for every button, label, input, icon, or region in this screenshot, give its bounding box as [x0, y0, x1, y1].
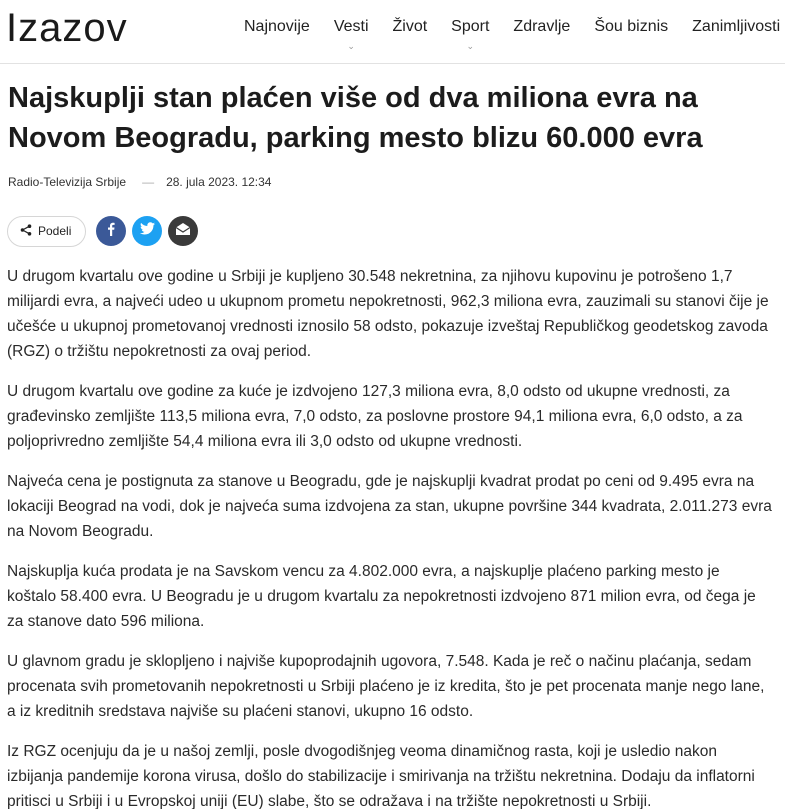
site-header: [0, 0, 785, 64]
nav-item-zivot[interactable]: [381, 18, 440, 36]
article-date: 28. jula 2023. 12:34: [166, 175, 272, 189]
nav-item-sport[interactable]: [439, 18, 501, 51]
email-share-button[interactable]: [168, 216, 198, 246]
main-nav: [232, 18, 785, 51]
nav-item-zanimljivosti[interactable]: [680, 18, 785, 36]
article-paragraph: U glavnom gradu je sklopljeno i najviše kupoprodajnih ugovora, 7.548. Kada je reč o načinu plaćanja, sedam procenata svih prometovanih nepokretnosti u Srbiji plaćeno je iz kredita, što je pet procenata manje nego lane, a iz kreditnih sredstava najviše su plaćeni stanovi, ukupno 16 odsto.: [7, 653, 765, 720]
twitter-share-button[interactable]: [132, 216, 162, 246]
nav-item-najnovije[interactable]: [232, 18, 322, 36]
article-title: Najskuplji stan plaćen više od dva miliona evra na Novom Beogradu, parking mesto blizu 60.000 evra: [8, 82, 703, 154]
article-paragraph: Najskuplja kuća prodata je na Savskom vencu za 4.802.000 evra, a najskuplje plaćeno parking mesto je koštalo 58.400 evra. U Beogradu je u drugom kvartalu za nepokretnosti izdvojeno 871 milion evra, od čega je za stanove dato 596 miliona.: [7, 563, 756, 630]
nav-item-label: Zanimljivosti: [692, 18, 781, 35]
chevron-down-icon: ⌄: [347, 41, 355, 51]
nav-item-label: Život: [392, 18, 428, 35]
article-source[interactable]: Radio-Televizija Srbije: [8, 175, 127, 189]
article-paragraph: Iz RGZ ocenjuju da je u našoj zemlji, posle dvogodišnjeg veoma dinamičnog rasta, koji je usledio nakon izbijanja pandemije korona virusa, došlo do stabilizacije i smirivanja na tržištu nekretnina. Dodaju da inflatorni pritisci u Srbiji i u Evropskoj uniji (EU) slabe, što se odražava i na tržište nepokretnosti u Srbiji.: [7, 743, 755, 809]
nav-item-label: Sport: [451, 18, 490, 35]
article-body: [7, 264, 772, 809]
meta-separator: —: [142, 175, 155, 189]
facebook-share-button[interactable]: [96, 216, 126, 246]
envelope-icon: [175, 222, 191, 241]
nav-item-label: Vesti: [333, 18, 369, 35]
chevron-down-icon: ⌄: [466, 41, 475, 51]
twitter-icon: [140, 222, 155, 240]
nav-item-vesti[interactable]: [322, 18, 381, 51]
nav-item-label: Šou biznis: [594, 18, 669, 35]
article-meta: [8, 175, 271, 189]
share-button[interactable]: [7, 216, 86, 247]
article-paragraph: U drugom kvartalu ove godine za kuće je izdvojeno 127,3 miliona evra, 8,0 odsto od ukupne vrednosti, za građevinsko zemljište 113,5 miliona evra, 7,0 odsto, za poslovne prostore 94,1 miliona evra, 6,0 odsto, a za poljoprivredno zemljište 54,4 miliona evra ili 3,0 odsto od ukupne vrednosti.: [7, 383, 743, 450]
site-logo[interactable]: Izazov: [6, 6, 128, 50]
share-icon: [20, 224, 32, 239]
facebook-icon: [104, 222, 118, 241]
nav-item-label: Najnovije: [244, 18, 310, 35]
article-paragraph: Najveća cena je postignuta za stanove u Beogradu, gde je najskuplji kvadrat prodat po ceni od 9.495 evra na lokaciji Beograd na vodi, dok je najveća suma izdvojena za stan, ukupne površine 344 kvadrata, 2.011.273 evra na Novom Beogradu.: [7, 473, 772, 540]
share-row: [7, 215, 198, 247]
nav-item-zdravlje[interactable]: [501, 18, 582, 36]
nav-item-label: Zdravlje: [513, 18, 571, 35]
share-label: Podeli: [38, 224, 72, 238]
nav-item-sou-biznis[interactable]: [582, 18, 680, 36]
article-paragraph: U drugom kvartalu ove godine u Srbiji je kupljeno 30.548 nekretnina, za njihovu kupovinu je potrošeno 1,7 milijardi evra, a najveći udeo u ukupnom prometu nepokretnosti, 962,3 miliona evra, zauzimali su stanovi čije je učešće u ukupnoj prometovanoj vrednosti iznosilo 58 odsto, pokazuje izveštaj Republičkog geodetskog zavoda (RGZ) o tržištu nepokretnosti za ovaj period.: [7, 268, 769, 360]
